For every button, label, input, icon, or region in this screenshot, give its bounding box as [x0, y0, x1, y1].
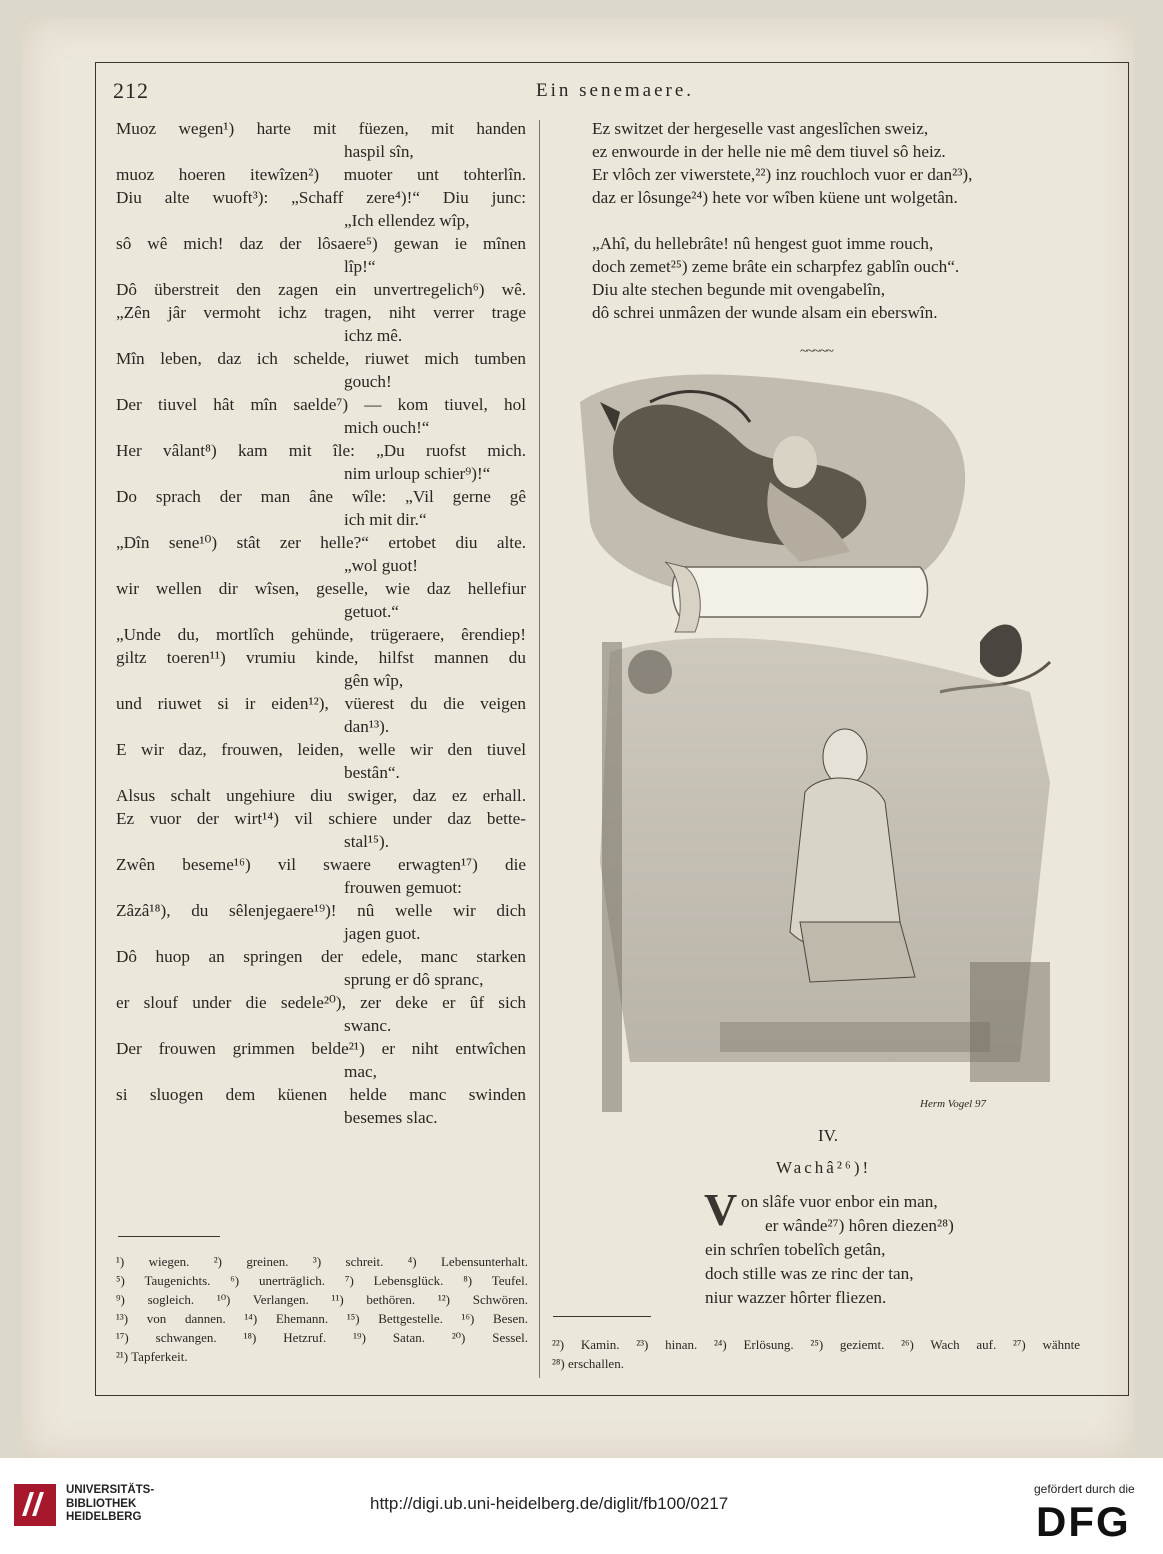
poem-line: on slâfe vuor enbor ein man, [741, 1192, 938, 1211]
verse-line: nim urloup schier⁹)!“ [344, 464, 491, 483]
funder-caption: gefördert durch die [1034, 1482, 1135, 1496]
verse-line: „Ahî, du hellebrâte! nû hengest guot imme rouch, [592, 234, 934, 253]
blank-scroll-banner [665, 562, 928, 632]
footnote-rule-left [118, 1236, 220, 1237]
verse-line: Dô huop an springen der edele, manc starken [116, 947, 526, 966]
verse-line: dô schrei unmâzen der wunde alsam ein eberswîn. [592, 303, 938, 322]
poem-line: ein schrîen tobelîch getân, [705, 1240, 886, 1259]
verse-line: „Ich ellendez wîp, [344, 211, 470, 230]
verse-line: daz er lôsunge²⁴) hete vor wîben küene unt wolgetân. [592, 188, 958, 207]
verse-line: Dô überstreit den zagen ein unvertregelich⁶) wê. [116, 280, 526, 299]
verse-line: er slouf under die sedele²⁰), zer deke er ûf sich [116, 993, 526, 1012]
footnote-line: ²¹) Tapferkeit. [116, 1349, 188, 1364]
section-title: Wachâ²⁶)! [776, 1158, 872, 1177]
verse-line: Zwên beseme¹⁶) vil swaere erwagten¹⁷) die [116, 855, 526, 874]
verse-line: ez enwourde in der helle nie mê dem tiuvel sô heiz. [592, 142, 946, 161]
verse-line: „Unde du, mortlîch gehünde, trügeraere, êrendiep! [116, 625, 526, 644]
verse-line: sô wê mich! daz der lôsaere⁵) gewan ie mînen [116, 234, 526, 253]
section-ornament: ~~~~~ [800, 344, 833, 359]
verse-line: ichz mê. [344, 326, 403, 345]
verse-line: „Dîn sene¹⁰) stât zer helle?“ ertobet diu alte. [116, 533, 526, 552]
verse-line: Zâzâ¹⁸), du sêlenjegaere¹⁹)! nû welle wir dich [116, 901, 526, 920]
library-name: UNIVERSITÄTS- BIBLIOTHEK HEIDELBERG [66, 1484, 155, 1523]
artist-signature: Herm Vogel 97 [920, 1098, 986, 1110]
footnote-line: ⁹) sogleich. ¹⁰) Verlangen. ¹¹) bethören. ¹²) Schwören. [116, 1292, 528, 1307]
left-text-column [116, 117, 526, 1129]
verse-line: getuot.“ [344, 602, 399, 621]
verse-line: si sluogen dem küenen helde manc swinden [116, 1085, 526, 1104]
verse-line: besemes slac. [344, 1108, 438, 1127]
verse-line: Mîn leben, daz ich schelde, riuwet mich tumben [116, 349, 526, 368]
footnote-line: ⁵) Taugenichts. ⁶) unerträglich. ⁷) Lebensglück. ⁸) Teufel. [116, 1273, 528, 1288]
footnote-rule-right [553, 1316, 651, 1317]
verse-line: ich mit dir.“ [344, 510, 427, 529]
verse-line: gouch! [344, 372, 392, 391]
poem-line: doch stille was ze rinc der tan, [705, 1264, 914, 1283]
viewer-footer [0, 1458, 1163, 1554]
verse-line: dan¹³). [344, 717, 390, 736]
verse-line: gên wîp, [344, 671, 404, 690]
stanza-break [592, 209, 1072, 232]
poem-line: er wânde²⁷) hôren diezen²⁸) [765, 1216, 954, 1235]
footnote-line: ²⁸) erschallen. [552, 1356, 624, 1371]
verse-line: frouwen gemuot: [344, 878, 462, 897]
verse-line: mich ouch!“ [344, 418, 430, 437]
footnote-line: ¹⁷) schwangen. ¹⁸) Hetzruf. ¹⁹) Satan. ²⁰) Sessel. [116, 1330, 528, 1345]
verse-line: swanc. [344, 1016, 392, 1035]
drop-cap: V [704, 1184, 738, 1235]
verse-line: Diu alte wuoft³): „Schaff zere⁴)!“ Diu junc: [116, 188, 526, 207]
column-divider [539, 120, 540, 1378]
verse-line: Der tiuvel hât mîn saelde⁷) — kom tiuvel, hol [116, 395, 526, 414]
verse-line: Ez vuor der wirt¹⁴) vil schiere under daz bette- [116, 809, 526, 828]
verse-line: E wir daz, frouwen, leiden, welle wir den tiuvel [116, 740, 526, 759]
footnotes-left [116, 1252, 528, 1366]
page-url-link[interactable]: http://digi.ub.uni-heidelberg.de/diglit/fb100/0217 [370, 1494, 729, 1513]
verse-line: sprung er dô spranc, [344, 970, 484, 989]
verse-line: Ez switzet der hergeselle vast angeslîchen sweiz, [592, 119, 929, 138]
verse-line: giltz toeren¹¹) vrumiu kinde, hilfst mannen du [116, 648, 526, 667]
dfg-logo: DFG [1036, 1498, 1131, 1545]
verse-line: Alsus schalt ungehiure diu swiger, daz ez erhall. [116, 786, 526, 805]
verse-line: mac, [344, 1062, 377, 1081]
verse-line: Her vâlant⁸) kam mit île: „Du ruofst mich. [116, 441, 526, 460]
footnote-line: ¹³) von dannen. ¹⁴) Ehemann. ¹⁵) Bettgestelle. ¹⁶) Besen. [116, 1311, 528, 1326]
poem-line: niur wazzer hôrter fliezen. [705, 1288, 887, 1307]
verse-line: Er vlôch zer viwerstete,²²) inz rouchloch vuor er dan²³), [592, 165, 973, 184]
verse-line: Der frouwen grimmen belde²¹) er niht entwîchen [116, 1039, 526, 1058]
verse-line: jagen guot. [344, 924, 421, 943]
verse-line: bestân“. [344, 763, 400, 782]
illustration [560, 362, 1060, 1112]
right-text-column [592, 117, 1072, 324]
university-library-logo-icon [12, 1482, 58, 1528]
verse-line: „wol guot! [344, 556, 418, 575]
verse-line: stal¹⁵). [344, 832, 390, 851]
verse-line: Do sprach der man âne wîle: „Vil gerne gê [116, 487, 526, 506]
page-number: 212 [113, 78, 149, 103]
running-title: Ein senemaere. [536, 80, 695, 101]
verse-line: Diu alte stechen begunde mit ovengabelîn, [592, 280, 886, 299]
footnotes-right [552, 1335, 1080, 1373]
verse-line: haspil sîn, [344, 142, 414, 161]
verse-line: lîp!“ [344, 257, 376, 276]
footnote-line: ¹) wiegen. ²) greinen. ³) schreit. ⁴) Lebensunterhalt. [116, 1254, 528, 1269]
footnote-line: ²²) Kamin. ²³) hinan. ²⁴) Erlösung. ²⁵) geziemt. ²⁶) Wach auf. ²⁷) wähnte [552, 1337, 1080, 1352]
verse-line: Muoz wegen¹) harte mit füezen, mit handen [116, 119, 526, 138]
verse-line: muoz hoeren itewîzen²) muoter unt tohterlîn. [116, 165, 526, 184]
section-number: IV. [818, 1126, 838, 1145]
verse-line: „Zên jâr vermoht ichz tragen, niht verrer trage [116, 303, 526, 322]
poem-stanza [704, 1184, 954, 1310]
verse-line: und riuwet si ir eiden¹²), vüerest du die veigen [116, 694, 526, 713]
verse-line: wir wellen dir wîsen, geselle, wie daz hellefiur [116, 579, 526, 598]
verse-line: doch zemet²⁵) zeme brâte ein scharpfez gablîn ouch“. [592, 257, 960, 276]
